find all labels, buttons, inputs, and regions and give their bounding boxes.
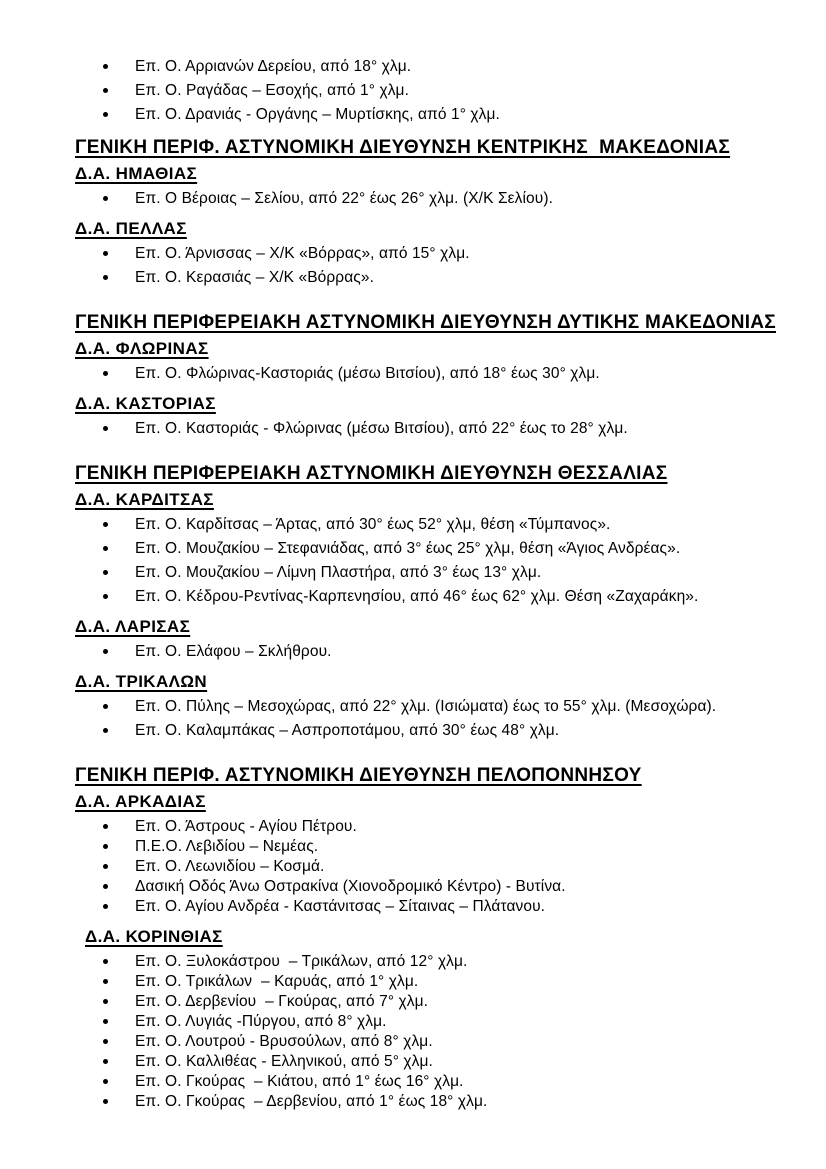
bullet-icon bbox=[103, 824, 108, 829]
bullet-icon bbox=[103, 594, 108, 599]
road-item bbox=[75, 364, 771, 383]
road-item bbox=[75, 1072, 771, 1091]
section-central-macedonia bbox=[75, 136, 771, 287]
section-title: ΓΕΝΙΚΗ ΠΕΡΙΦ. ΑΣΤΥΝΟΜΙΚΗ ΔΙΕΥΘΥΝΣΗ ΠΕΛΟΠΟΝΝΗΣΟΥ bbox=[75, 765, 642, 786]
district-title: Δ.Α. ΚΑΣΤΟΡΙΑΣ bbox=[75, 394, 216, 413]
district-title: Δ.Α. ΠΕΛΛΑΣ bbox=[75, 219, 187, 238]
district-trikalon bbox=[75, 671, 771, 740]
road-item bbox=[75, 837, 771, 856]
bullet-icon bbox=[103, 844, 108, 849]
road-text: Δασική Οδός Άνω Οστρακίνα (Χιονοδρομικό Κέντρο) - Βυτίνα. bbox=[135, 878, 566, 895]
section-title: ΓΕΝΙΚΗ ΠΕΡΙΦ. ΑΣΤΥΝΟΜΙΚΗ ΔΙΕΥΘΥΝΣΗ ΚΕΝΤΡΙΚΗΣ ΜΑΚΕΔΟΝΙΑΣ bbox=[75, 137, 731, 158]
road-item bbox=[75, 563, 771, 582]
bullet-icon bbox=[103, 570, 108, 575]
bullet-icon bbox=[103, 979, 108, 984]
road-text: Επ. Ο. Δερβενίου – Γκούρας, από 7° χλμ. bbox=[135, 993, 429, 1010]
road-text: Επ. Ο. Τρικάλων – Καρυάς, από 1° χλμ. bbox=[135, 973, 419, 990]
bullet-icon bbox=[103, 728, 108, 733]
bullet-icon bbox=[103, 546, 108, 551]
district-title: Δ.Α. ΦΛΩΡΙΝΑΣ bbox=[75, 339, 209, 358]
road-text: Επ. Ο. Φλώρινας-Καστοριάς (μέσω Βιτσίου), από 18° έως 30° χλμ. bbox=[135, 365, 600, 382]
road-text: Επ. Ο. Γκούρας – Κιάτου, από 1° έως 16° χλμ. bbox=[135, 1073, 464, 1090]
road-item bbox=[75, 952, 771, 971]
road-list bbox=[75, 419, 771, 438]
road-list bbox=[75, 244, 771, 287]
road-item bbox=[75, 1012, 771, 1031]
section-title: ΓΕΝΙΚΗ ΠΕΡΙΦΕΡΕΙΑΚΗ ΑΣΤΥΝΟΜΙΚΗ ΔΙΕΥΘΥΝΣΗ ΔΥΤΙΚΗΣ ΜΑΚΕΔΟΝΙΑΣ bbox=[75, 312, 777, 333]
section-western-macedonia bbox=[75, 311, 777, 438]
bullet-icon bbox=[103, 112, 108, 117]
road-item bbox=[75, 515, 771, 534]
road-text: Επ. Ο. Καστοριάς - Φλώρινας (μέσω Βιτσίου), από 22° έως το 28° χλμ. bbox=[135, 420, 628, 437]
bullet-icon bbox=[103, 1059, 108, 1064]
section-thessaly bbox=[75, 462, 771, 740]
road-item bbox=[75, 642, 771, 661]
bullet-icon bbox=[103, 884, 108, 889]
road-item bbox=[75, 817, 771, 836]
bullet-icon bbox=[103, 196, 108, 201]
section-peloponnese bbox=[75, 764, 771, 1111]
road-item bbox=[75, 992, 771, 1011]
bullet-icon bbox=[103, 1019, 108, 1024]
bullet-icon bbox=[103, 275, 108, 280]
road-text: Επ. Ο. Άρνισσας – Χ/Κ «Βόρρας», από 15° χλμ. bbox=[135, 245, 470, 262]
district-title: Δ.Α. ΗΜΑΘΙΑΣ bbox=[75, 164, 198, 183]
road-item bbox=[75, 697, 771, 716]
road-text: Επ. Ο. Καλαμπάκας – Ασπροποτάμου, από 30° έως 48° χλμ. bbox=[135, 722, 560, 739]
road-text: Επ. Ο. Ξυλοκάστρου – Τρικάλων, από 12° χλμ. bbox=[135, 953, 468, 970]
road-item bbox=[75, 721, 771, 740]
district-arkadias bbox=[75, 791, 771, 916]
road-item bbox=[75, 419, 771, 438]
road-item bbox=[75, 877, 771, 896]
district-title: Δ.Α. ΤΡΙΚΑΛΩΝ bbox=[75, 672, 208, 691]
road-item bbox=[75, 587, 771, 606]
bullet-icon bbox=[103, 1079, 108, 1084]
road-item bbox=[75, 244, 771, 263]
bullet-icon bbox=[103, 64, 108, 69]
district-kastorias bbox=[75, 393, 771, 438]
road-text: Επ. Ο. Ελάφου – Σκλήθρου. bbox=[135, 643, 332, 660]
road-text: Επ. Ο. Αγίου Ανδρέα - Καστάνιτσας – Σίταινας – Πλάτανου. bbox=[135, 898, 546, 915]
road-item bbox=[75, 57, 771, 76]
district-pellas bbox=[75, 218, 771, 287]
district-title: Δ.Α. ΚΟΡΙΝΘΙΑΣ bbox=[85, 927, 223, 946]
road-list bbox=[75, 697, 771, 740]
road-item bbox=[75, 1092, 771, 1111]
bullet-icon bbox=[103, 864, 108, 869]
section-title: ΓΕΝΙΚΗ ΠΕΡΙΦΕΡΕΙΑΚΗ ΑΣΤΥΝΟΜΙΚΗ ΔΙΕΥΘΥΝΣΗ ΘΕΣΣΑΛΙΑΣ bbox=[75, 463, 668, 484]
road-text: Επ. Ο. Πύλης – Μεσοχώρας, από 22° χλμ. (Ισιώματα) έως το 55° χλμ. (Μεσοχώρα). bbox=[135, 698, 717, 715]
road-list bbox=[75, 364, 771, 383]
road-item bbox=[75, 539, 771, 558]
bullet-icon bbox=[103, 251, 108, 256]
district-title: Δ.Α. ΛΑΡΙΣΑΣ bbox=[75, 617, 191, 636]
road-text: Επ. Ο. Λεωνιδίου – Κοσμά. bbox=[135, 858, 325, 875]
road-text: Επ. Ο. Λυγιάς -Πύργου, από 8° χλμ. bbox=[135, 1013, 387, 1030]
bullet-icon bbox=[103, 999, 108, 1004]
district-karditsas bbox=[75, 489, 771, 606]
road-list bbox=[75, 952, 771, 1111]
bullet-icon bbox=[103, 1039, 108, 1044]
district-korinthias bbox=[75, 926, 771, 1111]
district-imathias bbox=[75, 163, 771, 208]
road-text: Επ. Ο. Κέδρου-Ρεντίνας-Καρπενησίου, από 46° έως 62° χλμ. Θέση «Ζαχαράκη». bbox=[135, 588, 699, 605]
road-text: Επ. Ο. Ραγάδας – Εσοχής, από 1° χλμ. bbox=[135, 82, 409, 99]
road-text: Επ. Ο. Λουτρού - Βρυσούλων, από 8° χλμ. bbox=[135, 1033, 433, 1050]
road-text: Επ. Ο. Γκούρας – Δερβενίου, από 1° έως 18° χλμ. bbox=[135, 1093, 488, 1110]
road-item bbox=[75, 857, 771, 876]
road-item bbox=[75, 189, 771, 208]
road-list bbox=[75, 515, 771, 606]
bullet-icon bbox=[103, 649, 108, 654]
road-text: Επ. Ο. Αρριανών Δερείου, από 18° χλμ. bbox=[135, 58, 412, 75]
road-text: Επ. Ο. Δρανιάς - Οργάνης – Μυρτίσκης, από 1° χλμ. bbox=[135, 106, 500, 123]
road-item bbox=[75, 972, 771, 991]
road-list bbox=[75, 189, 771, 208]
road-item bbox=[75, 1032, 771, 1051]
bullet-icon bbox=[103, 88, 108, 93]
road-item bbox=[75, 81, 771, 100]
bullet-icon bbox=[103, 426, 108, 431]
bullet-icon bbox=[103, 959, 108, 964]
road-item bbox=[75, 268, 771, 287]
bullet-icon bbox=[103, 904, 108, 909]
road-item bbox=[75, 105, 771, 124]
road-text: Επ. Ο. Καλλιθέας - Ελληνικού, από 5° χλμ. bbox=[135, 1053, 433, 1070]
road-text: Επ. Ο. Κερασιάς – Χ/Κ «Βόρρας». bbox=[135, 269, 374, 286]
bullet-icon bbox=[103, 522, 108, 527]
road-text: Επ. Ο. Μουζακίου – Λίμνη Πλαστήρα, από 3° έως 13° χλμ. bbox=[135, 564, 542, 581]
continued-road-list bbox=[75, 57, 771, 124]
bullet-icon bbox=[103, 371, 108, 376]
district-title: Δ.Α. ΚΑΡΔΙΤΣΑΣ bbox=[75, 490, 214, 509]
road-item bbox=[75, 897, 771, 916]
road-text: Επ. Ο Βέροιας – Σελίου, από 22° έως 26° χλμ. (Χ/Κ Σελίου). bbox=[135, 190, 553, 207]
district-florinas bbox=[75, 338, 771, 383]
district-title: Δ.Α. ΑΡΚΑΔΙΑΣ bbox=[75, 792, 206, 811]
bullet-icon bbox=[103, 1099, 108, 1104]
road-text: Επ. Ο. Καρδίτσας – Άρτας, από 30° έως 52° χλμ, θέση «Τύμπανος». bbox=[135, 516, 611, 533]
road-item bbox=[75, 1052, 771, 1071]
road-text: Επ. Ο. Μουζακίου – Στεφανιάδας, από 3° έως 25° χλμ, θέση «Άγιος Ανδρέας». bbox=[135, 540, 681, 557]
road-list bbox=[75, 642, 771, 661]
district-larisas bbox=[75, 616, 771, 661]
road-text: Επ. Ο. Άστρους - Αγίου Πέτρου. bbox=[135, 818, 357, 835]
bullet-icon bbox=[103, 704, 108, 709]
road-text: Π.Ε.Ο. Λεβιδίου – Νεμέας. bbox=[135, 838, 319, 855]
road-list bbox=[75, 817, 771, 916]
